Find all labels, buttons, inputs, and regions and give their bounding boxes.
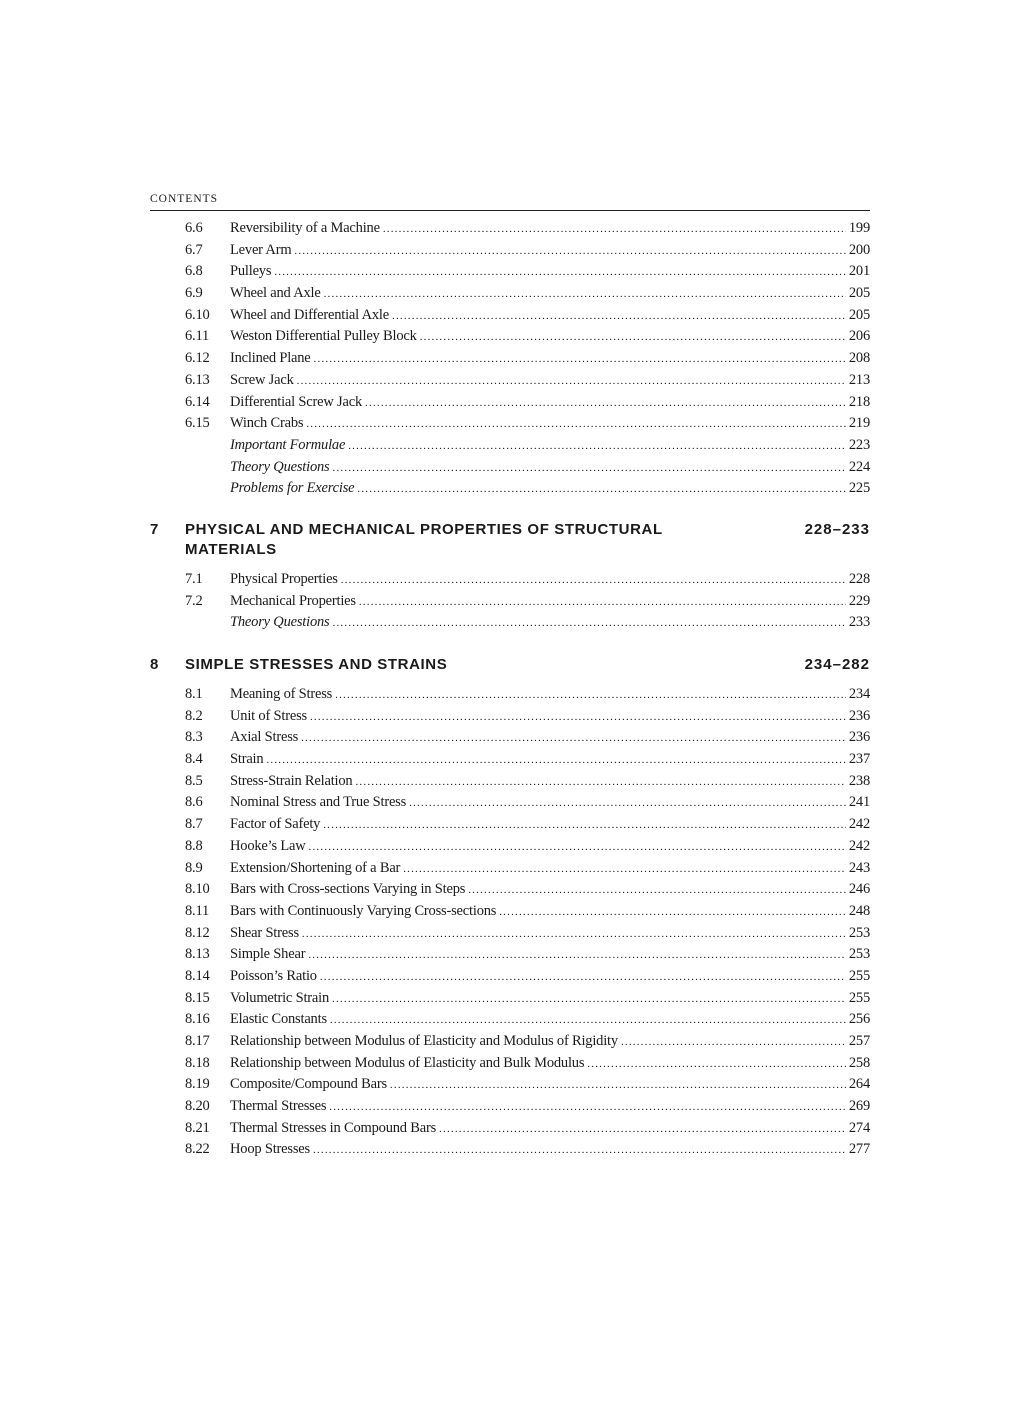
- entry-page: 201: [848, 263, 870, 280]
- entry-title: Reversibility of a Machine: [230, 220, 380, 236]
- entry-number: 6.14: [185, 393, 210, 410]
- entry-page: 236: [848, 707, 870, 724]
- dot-leader: [355, 772, 845, 794]
- chapter-7-heading[interactable]: [150, 520, 870, 560]
- entry-title: Differential Screw Jack: [230, 393, 363, 410]
- entry-page: 233: [848, 614, 870, 631]
- toc-entry[interactable]: [185, 370, 870, 392]
- entry-title: Relationship between Modulus of Elasticity and Modulus of Rigidity: [230, 1033, 618, 1049]
- entry-number: 8.21: [185, 1119, 210, 1136]
- chapter-8-list: [185, 684, 870, 1161]
- entry-number: 6.11: [185, 328, 210, 345]
- entry-number: 8.14: [185, 967, 210, 984]
- toc-entry[interactable]: [185, 879, 870, 901]
- entry-page: 238: [848, 772, 870, 789]
- toc-entry[interactable]: [185, 771, 870, 793]
- entry-page: 199: [848, 220, 870, 236]
- entry-number: 6.8: [185, 263, 203, 280]
- dot-leader: [392, 306, 846, 328]
- entry-number: 8.17: [185, 1033, 210, 1049]
- dot-leader: [314, 349, 846, 371]
- entry-number: 8.13: [185, 946, 210, 963]
- entry-number: 6.9: [185, 285, 203, 302]
- entry-number: 7.1: [185, 571, 203, 587]
- toc-entry[interactable]: [185, 305, 870, 327]
- dot-leader: [332, 989, 846, 1011]
- toc-entry[interactable]: [185, 240, 870, 262]
- entry-page: 241: [848, 794, 870, 811]
- entry-number: 8.10: [185, 881, 210, 898]
- entry-title: Thermal Stresses in Compound Bars: [230, 1119, 437, 1136]
- toc-entry[interactable]: [185, 1053, 870, 1075]
- entry-title: Shear Stress: [230, 924, 299, 941]
- toc-entry[interactable]: [185, 727, 870, 749]
- entry-number: 6.10: [185, 306, 210, 323]
- entry-number: 6.6: [185, 220, 203, 236]
- toc-entry[interactable]: [185, 836, 870, 858]
- entry-title: Simple Shear: [230, 946, 306, 963]
- dot-leader: [301, 728, 846, 750]
- entry-title: Bars with Cross-sections Varying in Steps: [230, 881, 466, 898]
- entry-page: 206: [848, 328, 870, 345]
- chapter-number: 8: [150, 656, 159, 673]
- entry-title: Bars with Continuously Varying Cross-sections: [230, 902, 497, 919]
- chapter-title: PHYSICAL AND MECHANICAL PROPERTIES OF STRUCTURAL MATERIALS: [185, 521, 663, 558]
- entry-page: 242: [848, 816, 870, 833]
- chapter-number: 7: [150, 521, 159, 538]
- entry-title: Theory Questions: [230, 614, 330, 631]
- entry-number: 8.2: [185, 707, 203, 724]
- toc-entry[interactable]: [185, 944, 870, 966]
- toc-entry[interactable]: [185, 478, 870, 500]
- entry-title: Lever Arm: [230, 241, 292, 258]
- entry-number: 8.3: [185, 729, 203, 746]
- dot-leader: [323, 815, 846, 837]
- toc-entry[interactable]: [185, 326, 870, 348]
- dot-leader: [329, 1097, 846, 1119]
- entry-page: 205: [848, 306, 870, 323]
- entry-title: Inclined Plane: [230, 350, 311, 367]
- entry-title: Poisson’s Ratio: [230, 967, 317, 984]
- toc-entry[interactable]: [185, 1139, 870, 1161]
- entry-page: 219: [848, 415, 870, 432]
- entry-title: Unit of Stress: [230, 707, 307, 724]
- entry-page: 224: [848, 458, 870, 475]
- toc-entry[interactable]: [185, 1031, 870, 1053]
- dot-leader: [357, 479, 845, 501]
- toc-entry[interactable]: [185, 749, 870, 771]
- entry-page: 205: [848, 285, 870, 302]
- entry-title: Axial Stress: [230, 729, 299, 746]
- running-head: CONTENTS: [150, 193, 219, 205]
- toc-entry[interactable]: [185, 348, 870, 370]
- entry-number: 8.8: [185, 837, 203, 854]
- toc-entry[interactable]: [185, 792, 870, 814]
- dot-leader: [365, 393, 846, 415]
- chapter-pages: 234–282: [804, 656, 870, 673]
- toc-entry[interactable]: [185, 1096, 870, 1118]
- entry-number: 6.13: [185, 371, 210, 388]
- entry-page: 253: [848, 946, 870, 963]
- dot-leader: [333, 613, 846, 635]
- dot-leader: [306, 414, 846, 436]
- entry-title: Thermal Stresses: [230, 1098, 327, 1115]
- entry-page: 246: [848, 881, 870, 898]
- dot-leader: [330, 1010, 846, 1032]
- chapter-8-heading[interactable]: [150, 655, 870, 675]
- entry-page: 257: [848, 1033, 870, 1049]
- dot-leader: [320, 967, 846, 989]
- entry-number: 8.16: [185, 1011, 210, 1028]
- entry-page: 253: [848, 924, 870, 941]
- dot-leader: [499, 902, 846, 924]
- entry-number: 7.2: [185, 592, 203, 609]
- entry-page: 236: [848, 729, 870, 746]
- chapter-pages: 228–233: [804, 521, 870, 538]
- entry-page: 200: [848, 241, 870, 258]
- entry-page: 237: [848, 751, 870, 768]
- entry-number: 8.4: [185, 751, 203, 768]
- entry-title: Relationship between Modulus of Elasticity and Bulk Modulus: [230, 1054, 585, 1071]
- dot-leader: [390, 1075, 846, 1097]
- entry-page: 242: [848, 837, 870, 854]
- entry-page: 223: [848, 436, 870, 453]
- dot-leader: [468, 880, 846, 902]
- toc-entry[interactable]: [185, 988, 870, 1010]
- dot-leader: [383, 219, 846, 241]
- entry-title: Stress-Strain Relation: [230, 772, 353, 789]
- toc-entry[interactable]: [185, 1074, 870, 1096]
- entry-title: Winch Crabs: [230, 415, 304, 432]
- entry-number: 8.18: [185, 1054, 210, 1071]
- toc-entry[interactable]: [185, 966, 870, 988]
- entry-title: Extension/Shortening of a Bar: [230, 859, 401, 876]
- entry-page: 264: [848, 1076, 870, 1093]
- entry-page: 213: [848, 371, 870, 388]
- dot-leader: [308, 945, 846, 967]
- entry-title: Weston Differential Pulley Block: [230, 328, 417, 345]
- dot-leader: [266, 750, 845, 772]
- dot-leader: [420, 327, 846, 349]
- dot-leader: [348, 436, 846, 458]
- entry-page: 256: [848, 1011, 870, 1028]
- entry-page: 255: [848, 989, 870, 1006]
- entry-number: 8.1: [185, 686, 203, 702]
- entry-page: 258: [848, 1054, 870, 1071]
- entry-number: 8.11: [185, 902, 210, 919]
- toc-entry[interactable]: [185, 901, 870, 923]
- entry-page: 255: [848, 967, 870, 984]
- entry-number: 8.19: [185, 1076, 210, 1093]
- dot-leader: [309, 837, 846, 859]
- entry-title: Meaning of Stress: [230, 686, 333, 702]
- header-rule: [150, 210, 870, 211]
- entry-page: 229: [848, 592, 870, 609]
- entry-title: Volumetric Strain: [230, 989, 330, 1006]
- toc-entry[interactable]: [185, 684, 870, 706]
- dot-leader: [274, 262, 846, 284]
- entry-page: 228: [848, 571, 870, 587]
- toc-entry[interactable]: [185, 814, 870, 836]
- entry-title: Hoop Stresses: [230, 1141, 310, 1158]
- entry-page: 234: [848, 686, 870, 702]
- dot-leader: [439, 1119, 846, 1141]
- entry-number: 8.20: [185, 1098, 210, 1115]
- entry-number: 8.12: [185, 924, 210, 941]
- entry-number: 6.7: [185, 241, 203, 258]
- entry-number: 6.12: [185, 350, 210, 367]
- dot-leader: [313, 1140, 846, 1162]
- entry-number: 8.5: [185, 772, 203, 789]
- entry-number: 8.15: [185, 989, 210, 1006]
- toc-entry[interactable]: [185, 1118, 870, 1140]
- dot-leader: [341, 570, 846, 592]
- dot-leader: [359, 592, 846, 614]
- entry-page: 274: [848, 1119, 870, 1136]
- dot-leader: [333, 458, 846, 480]
- toc-entry[interactable]: [185, 283, 870, 305]
- entry-title: Mechanical Properties: [230, 592, 356, 609]
- toc-entry[interactable]: [185, 569, 870, 591]
- section-6-list: [185, 218, 870, 500]
- dot-leader: [403, 859, 846, 881]
- entry-title: Important Formulae: [230, 436, 346, 453]
- toc-entry[interactable]: [185, 706, 870, 728]
- entry-page: 218: [848, 393, 870, 410]
- entry-title: Theory Questions: [230, 458, 330, 475]
- entry-title: Wheel and Differential Axle: [230, 306, 389, 323]
- toc-entry[interactable]: [185, 858, 870, 880]
- entry-title: Wheel and Axle: [230, 285, 321, 302]
- dot-leader: [335, 685, 846, 707]
- entry-page: 208: [848, 350, 870, 367]
- entry-page: 243: [848, 859, 870, 876]
- dot-leader: [324, 284, 846, 306]
- dot-leader: [302, 924, 846, 946]
- toc-entry[interactable]: [185, 435, 870, 457]
- entry-number: 8.22: [185, 1141, 210, 1158]
- entry-title: Strain: [230, 751, 264, 768]
- entry-title: Physical Properties: [230, 571, 338, 587]
- entry-page: 269: [848, 1098, 870, 1115]
- entry-title: Problems for Exercise: [230, 480, 355, 497]
- entry-number: 8.7: [185, 816, 203, 833]
- toc-entry[interactable]: [185, 457, 870, 479]
- toc-entry[interactable]: [185, 261, 870, 283]
- dot-leader: [587, 1054, 846, 1076]
- entry-number: 6.15: [185, 415, 210, 432]
- entry-title: Screw Jack: [230, 371, 294, 388]
- entry-title: Composite/Compound Bars: [230, 1076, 387, 1093]
- entry-page: 277: [848, 1141, 870, 1158]
- chapter-title: SIMPLE STRESSES AND STRAINS: [185, 656, 448, 673]
- entry-title: Factor of Safety: [230, 816, 321, 833]
- entry-number: 8.6: [185, 794, 203, 811]
- toc-entry[interactable]: [185, 1009, 870, 1031]
- toc-entry[interactable]: [185, 612, 870, 634]
- toc-entry[interactable]: [185, 923, 870, 945]
- dot-leader: [621, 1032, 846, 1054]
- entry-title: Pulleys: [230, 263, 272, 280]
- dot-leader: [294, 241, 845, 263]
- entry-number: 8.9: [185, 859, 203, 876]
- entry-title: Elastic Constants: [230, 1011, 327, 1028]
- entry-title: Hooke’s Law: [230, 837, 306, 854]
- dot-leader: [297, 371, 846, 393]
- entry-title: Nominal Stress and True Stress: [230, 794, 407, 811]
- toc-entry[interactable]: [185, 591, 870, 613]
- dot-leader: [409, 793, 846, 815]
- entry-page: 248: [848, 902, 870, 919]
- entry-page: 225: [848, 480, 870, 497]
- dot-leader: [310, 707, 846, 729]
- toc-entry[interactable]: [185, 218, 870, 240]
- toc-entry[interactable]: [185, 413, 870, 435]
- chapter-7-list: [185, 569, 870, 634]
- toc-entry[interactable]: [185, 392, 870, 414]
